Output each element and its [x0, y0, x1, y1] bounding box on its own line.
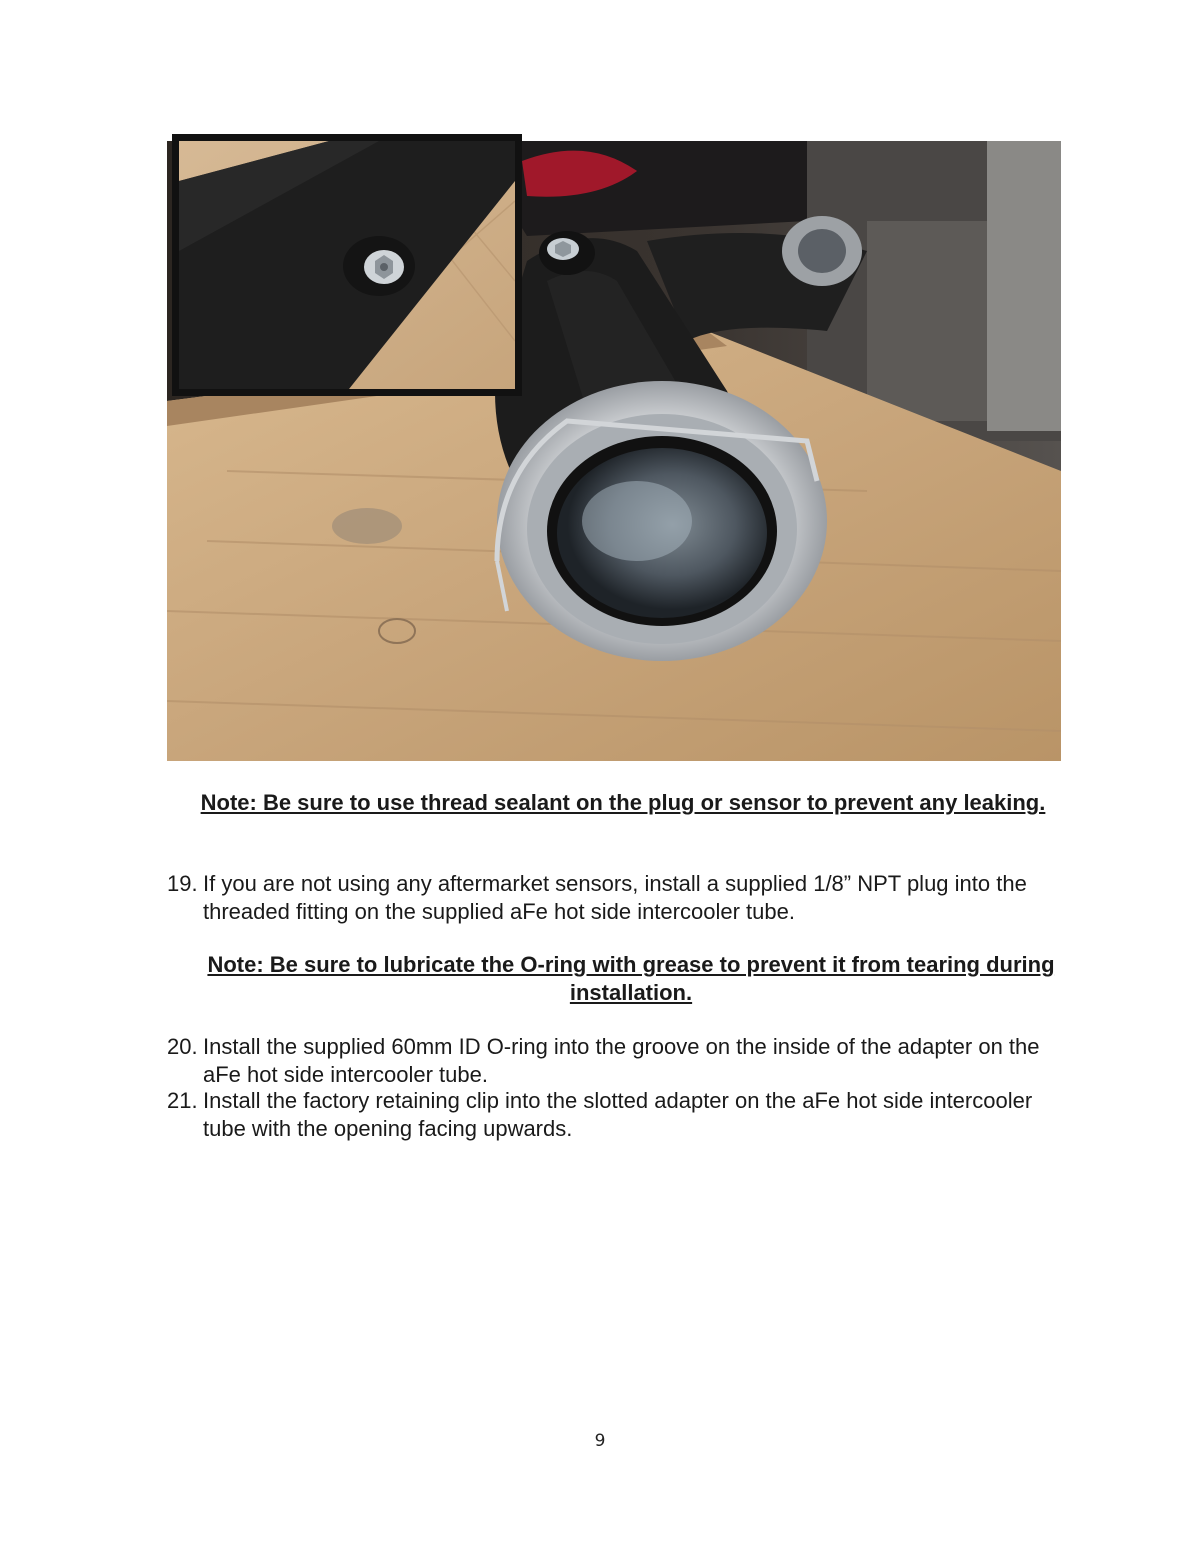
- step-text: Install the supplied 60mm ID O-ring into the groove on the inside of the adapter on the aFe hot side intercooler tube.: [203, 1034, 1040, 1087]
- inset-photo: [172, 134, 522, 396]
- page-number: 9: [594, 1431, 606, 1451]
- step-21: [167, 1087, 1067, 1142]
- step-19: [167, 870, 1067, 925]
- step-number: 20.: [167, 1034, 198, 1059]
- step-20: [167, 1033, 1067, 1088]
- step-number: 19.: [167, 871, 198, 896]
- step-text: Install the factory retaining clip into the slotted adapter on the aFe hot side intercooler tube with the opening facing upwards.: [203, 1088, 1033, 1141]
- note-thread-sealant: Note: Be sure to use thread sealant on the plug or sensor to prevent any leaking.: [200, 790, 1046, 815]
- step-text: If you are not using any aftermarket sensors, install a supplied 1/8” NPT plug into the threaded fitting on the supplied aFe hot side intercooler tube.: [203, 871, 1027, 924]
- step-number: 21.: [167, 1088, 198, 1113]
- note-lubricate-o-ring: Note: Be sure to lubricate the O-ring with grease to prevent it from tearing during installation.: [207, 952, 1055, 1005]
